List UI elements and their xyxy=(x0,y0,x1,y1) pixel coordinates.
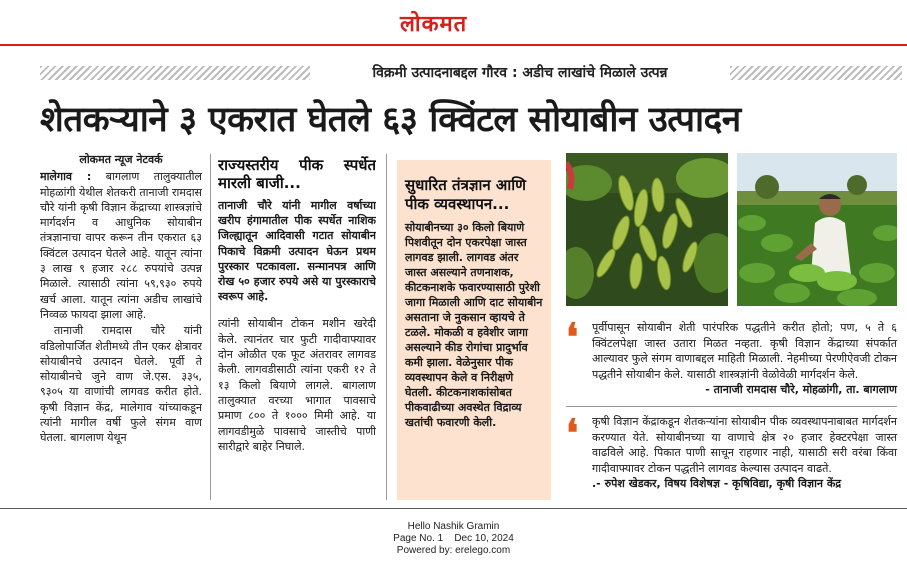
footer-edition: Hello Nashik Gramin xyxy=(407,521,500,532)
expert-quote xyxy=(566,410,897,502)
byline: लोकमत न्यूज नेटवर्क xyxy=(79,153,163,166)
page-footer xyxy=(0,521,907,557)
column-divider-2 xyxy=(386,154,387,500)
kicker-text: विक्रमी उत्पादनाबद्दल गौरव : अडीच लाखांचे मिळाले उत्पन्न xyxy=(320,62,720,84)
quote-divider xyxy=(566,406,897,407)
farmer-field-photo xyxy=(737,153,897,306)
column1-paragraph-1 xyxy=(40,169,202,322)
footer-powered-by: Powered by: erelego.com xyxy=(396,545,511,556)
column2-subheading: राज्यस्तरीय पीक स्पर्धेत मारली बाजी... xyxy=(218,156,376,192)
column2-body: त्यांनी सोयाबीन टोकन मशीन खरेदी केले. त्यानंतर चार फुटी गादीवाफ्यावर दोन ओळीत एक फूट अंतरावर लागवड केली. लागवडीसाठी त्यांना एकरी १२ ते १३ किलो बियाणे लागले. बागलाण तालुक्यात वरच्या भागात पावसाचे प्रमाण ८०० ते १००० मिमी आहे. या लागवडीमुळे पावसाचे जास्तीचे पाणी सारीद्वारे बाहेर निघाले. xyxy=(218,317,376,453)
newspaper-logo: लोकमत xyxy=(400,11,468,37)
column2-lead: तानाजी चौरे यांनी मागील वर्षाच्या खरीप हंगामातील पीक स्पर्धेत नाशिक जिल्ह्यातून आदिवासी गटात सोयाबीन पिकाचे विक्रमी उत्पादन घेऊन प्रथम पुरस्कार पटकावला. सन्मानपत्र आणि रोख ५० हजार रुपये असे या पुरस्काराचे स्वरूप आहे. xyxy=(218,199,376,304)
farmer-quote-attribution: - तानाजी रामदास चौरे, मोहळांगी, ता. बागलाण xyxy=(705,383,897,396)
kicker-bar xyxy=(40,62,902,84)
quote-mark-icon: ❛ xyxy=(566,314,579,359)
sidebar-box xyxy=(397,160,551,500)
page-bottom-rule xyxy=(0,508,907,509)
expert-quote-attribution: .- रुपेश खेडकर, विषय विशेषज्ञ - कृषिविद्या, कृषी विज्ञान केंद्र xyxy=(592,477,842,490)
farmer-quote-body xyxy=(592,320,897,398)
box-body: सोयाबीनच्या ३० किलो बियाणे पिशवीतून दोन एकरपेक्षा जास्त लागवड झाली. लागवड अंतर जास्त असल्याने तणनाशक, कीटकनाशके फवारण्यासाठी पुरेशी जागा मिळाली आणि दाट सोयाबीन असताना जे नुकसान व्हायचे ते टळले. मोकळी व हवेशीर जागा असल्याने कीड रोगांचा प्रादुर्भाव कमी झाला. वेळेनुसार पीक व्यवस्थापन केले व निरीक्षणे घेतली. कीटकनाशकांसोबत पीकवाढीच्या अवस्थेत विद्राव्य खतांची फवारणी केली. xyxy=(405,221,543,429)
column-divider-1 xyxy=(210,154,211,500)
kicker-hatch-left xyxy=(40,66,310,80)
masthead xyxy=(0,0,907,44)
article-column-1 xyxy=(40,152,202,504)
kicker-hatch-right xyxy=(730,66,902,80)
farmer-quote xyxy=(566,316,897,406)
farmer-quote-text: पूर्वीपासून सोयाबीन शेती पारंपरिक पद्धतीने करीत होतो; पण, ५ ते ६ क्विंटलपेक्षा जास्त उतारा मिळत नव्हता. कृषी विज्ञान केंद्राच्या संपर्कात आल्यावर फुले संगम वाणाबद्दल माहिती मिळाली. नेहमीच्या पेरणीऐवजी टोकन पद्धतीने सोयाबीन केले. यासाठी शास्त्रज्ञांनी वेळोवेळी मार्गदर्शन केले. xyxy=(592,321,897,381)
article-headline: शेतकऱ्याने ३ एकरात घेतले ६३ क्विंटल सोयाबीन उत्पादन xyxy=(40,100,741,140)
expert-quote-body xyxy=(592,414,897,492)
soybean-pods-photo xyxy=(566,153,728,306)
box-heading: सुधारित तंत्रज्ञान आणि पीक व्यवस्थापन... xyxy=(405,176,526,213)
column1-paragraph-2: तानाजी रामदास चौरे यांनी वडिलोपार्जित शेतीमध्ये तीन एकर क्षेत्रावर सोयाबीनचे उत्पादन घेतले. पूर्वी ते सोयाबीनचे जुने वाण जे.एस. ३३५, ९३०५ या वाणांची लागवड करीत होते. कृषी विज्ञान केंद्र, मालेगाव यांच्याकडून त्यांनी मागील वर्षी फुले संगम वाण घेतला. बागलाण येथून xyxy=(40,324,202,445)
quote-mark-icon: ❛ xyxy=(566,410,579,455)
footer-page-date: Page No. 1 Dec 10, 2024 xyxy=(393,533,514,544)
masthead-rule xyxy=(0,44,907,46)
dateline: मालेगाव : xyxy=(40,170,92,184)
column1-para1-text: बागलाण तालुक्यातील मोहळांगी येथील शेतकरी तानाजी रामदास चौरे यांनी कृषी विज्ञान केंद्राच्या शास्त्रज्ञांचे मार्गदर्शन व आधुनिक सोयाबीन तंत्रज्ञानाचा वापर करून तीन एकरात ६३ क्विंटल उत्पादन घेतले आहे. यातून त्यांना ३ लाख ९ हजार २८८ रुपयांचे उत्पन्न मिळाले. त्यासाठी त्यांना ५९,९३० रुपये खर्च आला. यातून त्यांना अडीच लाखांचे निव्वळ फायदा झाला आहे. xyxy=(40,170,202,321)
article-column-2 xyxy=(218,156,376,502)
expert-quote-text: कृषी विज्ञान केंद्राकडून शेतकऱ्यांना सोयाबीन पीक व्यवस्थापनाबाबत मार्गदर्शन करण्यात येते. सोयाबीनच्या या वाणाचे क्षेत्र २० हजार हेक्टरपेक्षा जास्त वाढविले आहे. पिकात पाणी साचून राहणार नाही, यासाठी सरी वरंबा किंवा गादीवाफ्यावर टोकन पद्धतीने लागवड केल्यास उत्पादन वाढते. xyxy=(592,415,897,475)
